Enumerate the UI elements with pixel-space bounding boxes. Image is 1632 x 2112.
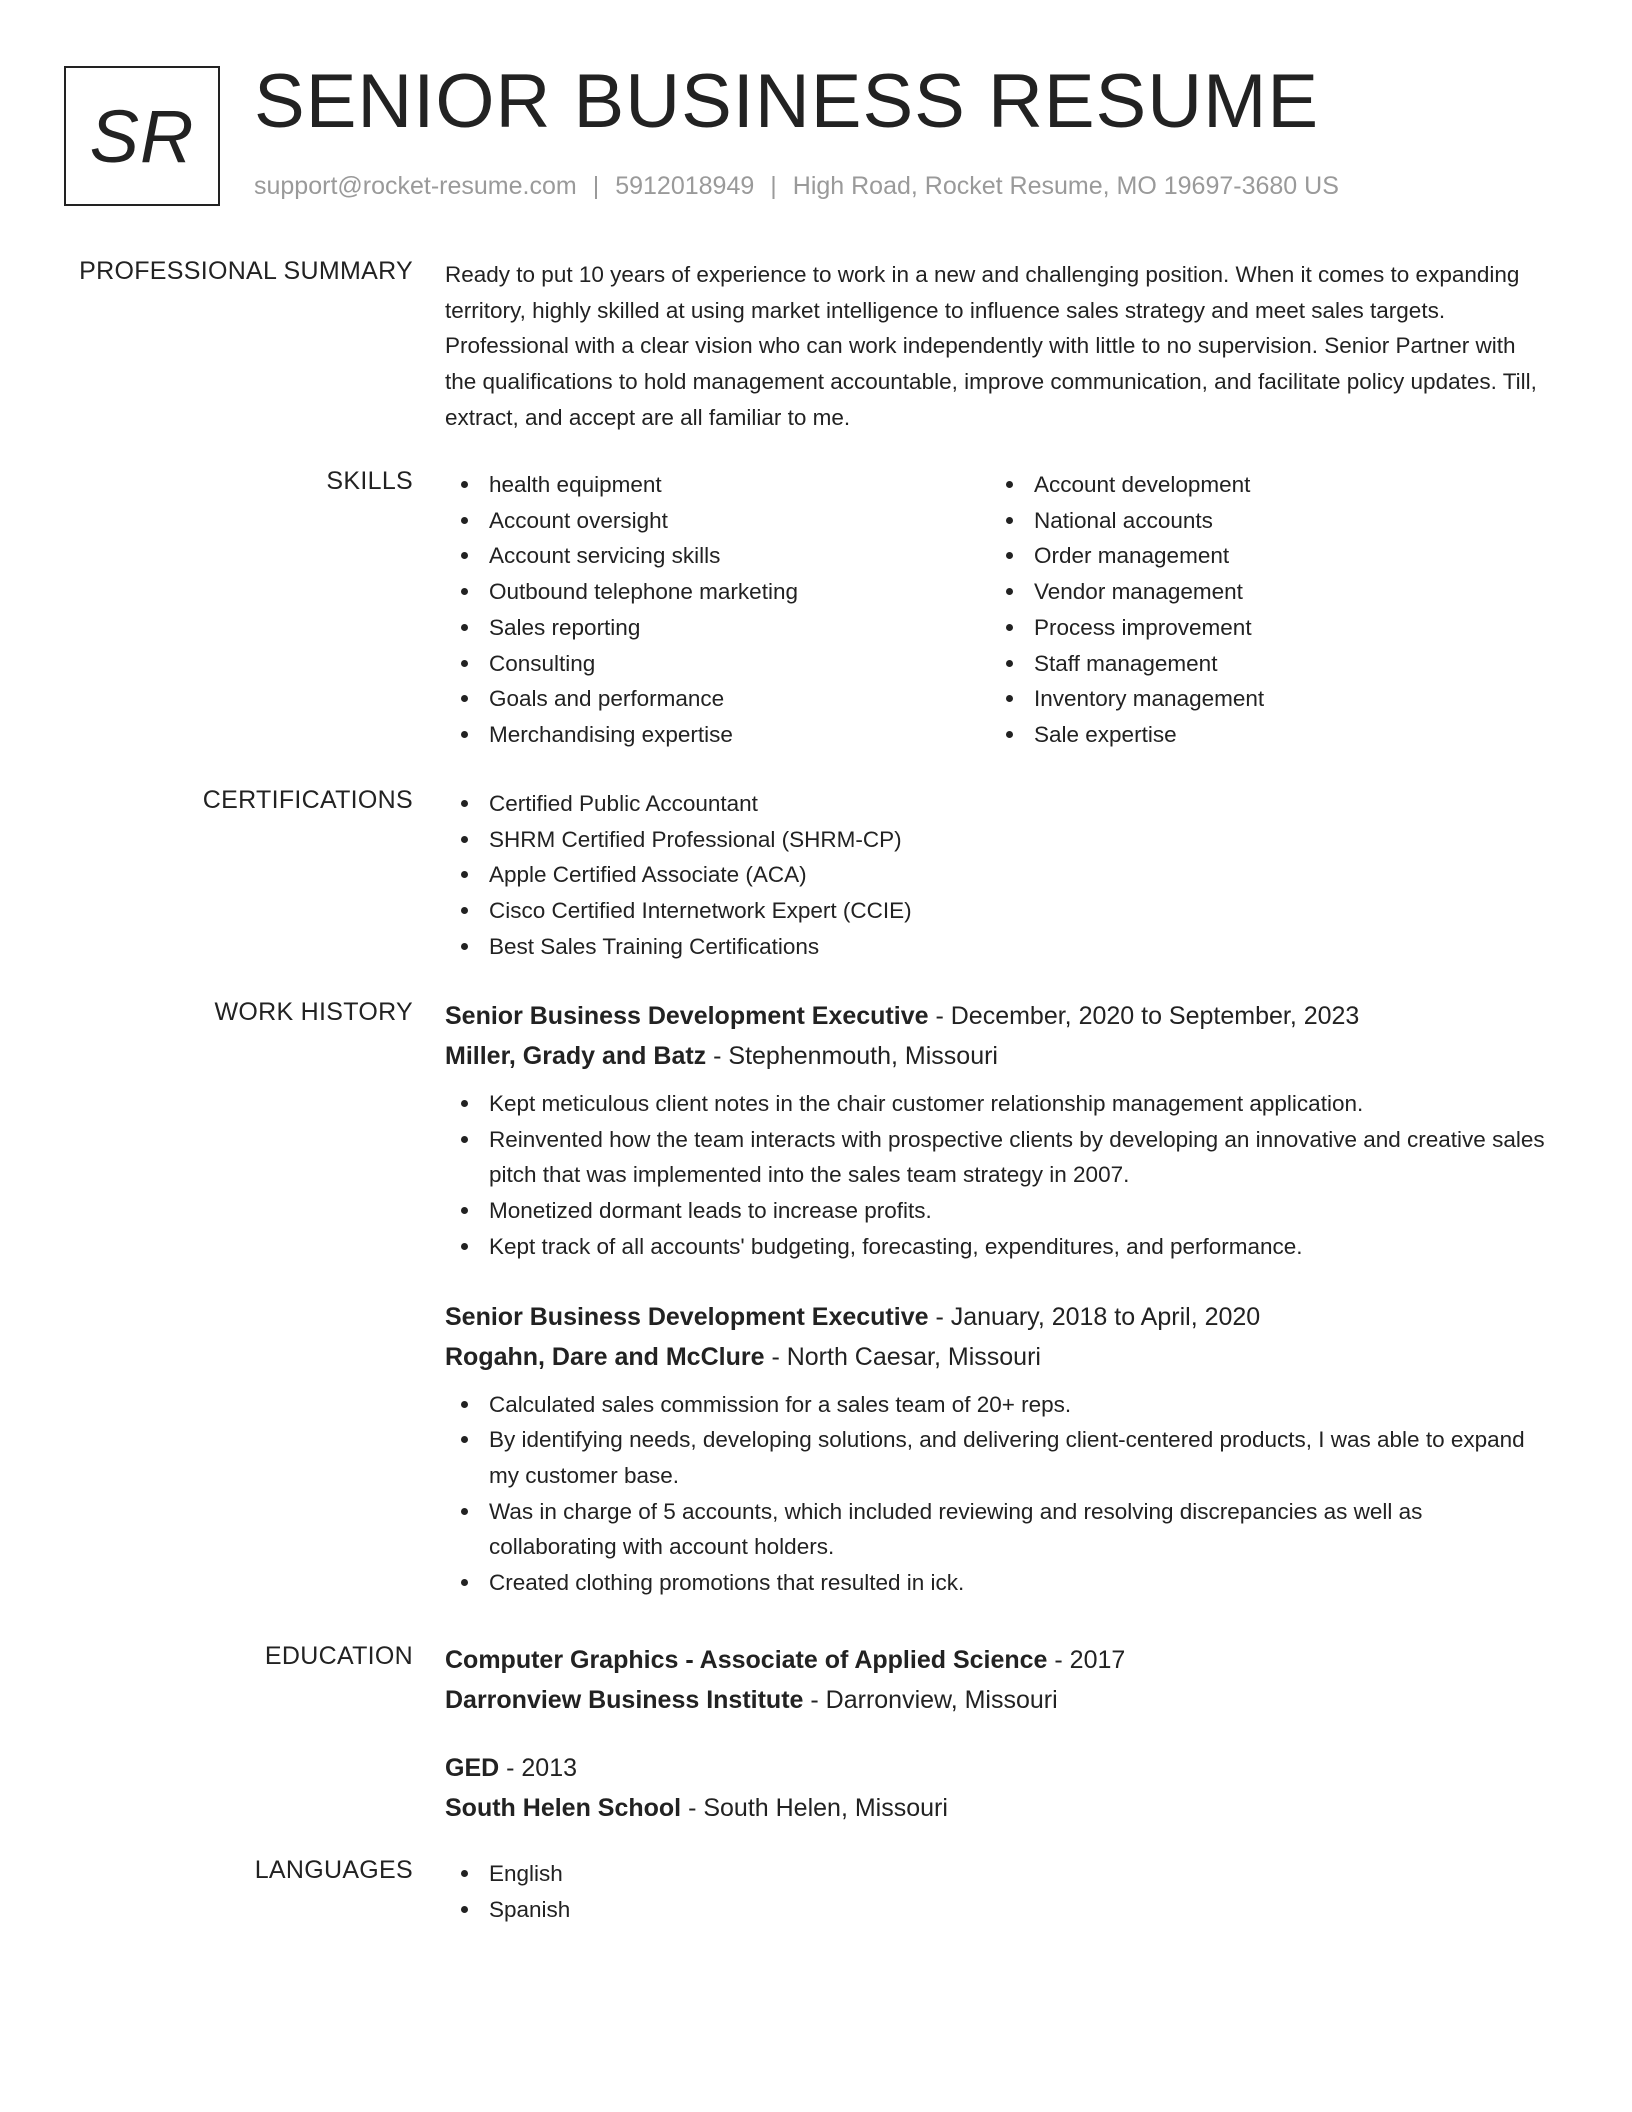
education-school-line <box>445 1680 1545 1720</box>
education-degree-line <box>445 1640 1545 1680</box>
job-bullet: By identifying needs, developing solutions, and delivering client-centered products, I was able to expand my customer base. <box>445 1422 1545 1493</box>
skill-item: health equipment <box>445 467 965 503</box>
certifications-list <box>445 786 1545 965</box>
skills-list-right <box>990 467 1510 753</box>
contact-phone: 5912018949 <box>615 172 755 200</box>
skill-item: Goals and performance <box>445 681 965 717</box>
skills-list-left <box>445 467 965 753</box>
job-company: Rogahn, Dare and McClure <box>445 1342 765 1371</box>
job-title-line <box>445 996 1545 1036</box>
skill-item: Order management <box>990 538 1510 574</box>
certification-item: Certified Public Accountant <box>445 786 1545 822</box>
education-school-line <box>445 1788 1545 1828</box>
job-bullet: Created clothing promotions that resulted in ick. <box>445 1565 1545 1601</box>
languages-list <box>445 1856 1545 1927</box>
monogram-text: SR <box>89 94 195 178</box>
job-company: Miller, Grady and Batz <box>445 1042 707 1070</box>
job-bullet: Kept meticulous client notes in the chair customer relationship management application. <box>445 1086 1545 1122</box>
certification-item: Cisco Certified Internetwork Expert (CCIE) <box>445 893 1545 929</box>
job-dates: - December, 2020 to September, 2023 <box>928 1002 1360 1030</box>
skill-item: Merchandising expertise <box>445 717 965 753</box>
education-degree: Computer Graphics - Associate of Applied Science <box>445 1646 1048 1674</box>
section-label-skills: SKILLS <box>326 467 413 495</box>
resume-title: SENIOR BUSINESS RESUME <box>254 59 1320 144</box>
summary-text: Ready to put 10 years of experience to work in a new and challenging position. When it comes to expanding territory, highly skilled at using market intelligence to influence sales strategy and meet sales targets. Professional with a clear vision who can work independently with little to no supervision. Senior Partner with the qualifications to hold management accountable, improve communication, and facilitate policy updates. Till, extract, and accept are all familiar to me. <box>445 262 1537 430</box>
job-location: - Stephenmouth, Missouri <box>706 1042 998 1070</box>
language-item: English <box>445 1856 1545 1892</box>
education-school: South Helen School <box>445 1794 682 1822</box>
education-year: - 2017 <box>1047 1646 1126 1674</box>
skill-item: Sale expertise <box>990 717 1510 753</box>
skill-item: Account servicing skills <box>445 538 965 574</box>
skill-item: Process improvement <box>990 610 1510 646</box>
certification-item: Best Sales Training Certifications <box>445 929 1545 965</box>
skill-item: Sales reporting <box>445 610 965 646</box>
job-bullet: Reinvented how the team interacts with prospective clients by developing an innovative and creative sales pitch that was implemented into the sales team strategy in 2007. <box>445 1122 1545 1193</box>
education-location: - Darronview, Missouri <box>803 1686 1058 1714</box>
job-entry <box>445 1297 1545 1601</box>
section-label-education: EDUCATION <box>264 1642 413 1670</box>
education-school: Darronview Business Institute <box>445 1686 804 1714</box>
section-label-summary: PROFESSIONAL SUMMARY <box>79 257 413 285</box>
job-bullet: Was in charge of 5 accounts, which included reviewing and resolving discrepancies as well as collaborating with account holders. <box>445 1494 1545 1565</box>
job-bullets <box>445 1086 1545 1265</box>
job-location: - North Caesar, Missouri <box>764 1342 1041 1371</box>
contact-email: support@rocket-resume.com <box>254 172 577 200</box>
skill-item: Staff management <box>990 646 1510 682</box>
skill-item: National accounts <box>990 503 1510 539</box>
skill-item: Consulting <box>445 646 965 682</box>
job-title: Senior Business Development Executive <box>445 1002 929 1030</box>
section-label-work-history: WORK HISTORY <box>214 998 413 1026</box>
contact-address: High Road, Rocket Resume, MO 19697-3680 US <box>792 172 1339 200</box>
education-entry <box>445 1748 1545 1828</box>
certifications-body <box>445 786 1545 965</box>
job-dates: - January, 2018 to April, 2020 <box>928 1302 1261 1331</box>
languages-body <box>445 1856 1545 1927</box>
job-bullet: Calculated sales commission for a sales team of 20+ reps. <box>445 1387 1545 1423</box>
skill-item: Inventory management <box>990 681 1510 717</box>
monogram-badge <box>64 66 220 206</box>
job-bullets <box>445 1387 1545 1601</box>
certification-item: SHRM Certified Professional (SHRM-CP) <box>445 822 1545 858</box>
job-title: Senior Business Development Executive <box>445 1302 929 1331</box>
skill-item: Vendor management <box>990 574 1510 610</box>
education-entry <box>445 1640 1545 1720</box>
certification-item: Apple Certified Associate (ACA) <box>445 857 1545 893</box>
language-item: Spanish <box>445 1892 1545 1928</box>
skill-item: Account development <box>990 467 1510 503</box>
section-label-languages: LANGUAGES <box>254 1856 413 1884</box>
education-year: - 2013 <box>499 1754 578 1782</box>
work-history-body <box>445 996 1545 1601</box>
section-label-certifications: CERTIFICATIONS <box>202 786 413 814</box>
job-title-line <box>445 1297 1545 1337</box>
summary-body <box>445 257 1545 436</box>
education-location: - South Helen, Missouri <box>681 1794 948 1822</box>
education-degree: GED <box>445 1754 500 1782</box>
contact-separator: | <box>770 172 777 200</box>
education-body <box>445 1640 1545 1828</box>
job-entry <box>445 996 1545 1265</box>
contact-separator: | <box>592 172 600 200</box>
skill-item: Account oversight <box>445 503 965 539</box>
job-bullet: Monetized dormant leads to increase profits. <box>445 1193 1545 1229</box>
job-bullet: Kept track of all accounts' budgeting, forecasting, expenditures, and performance. <box>445 1229 1545 1265</box>
contact-line <box>254 172 1339 201</box>
skill-item: Outbound telephone marketing <box>445 574 965 610</box>
education-degree-line <box>445 1748 1545 1788</box>
job-company-line <box>445 1337 1545 1377</box>
job-company-line <box>445 1036 1545 1076</box>
